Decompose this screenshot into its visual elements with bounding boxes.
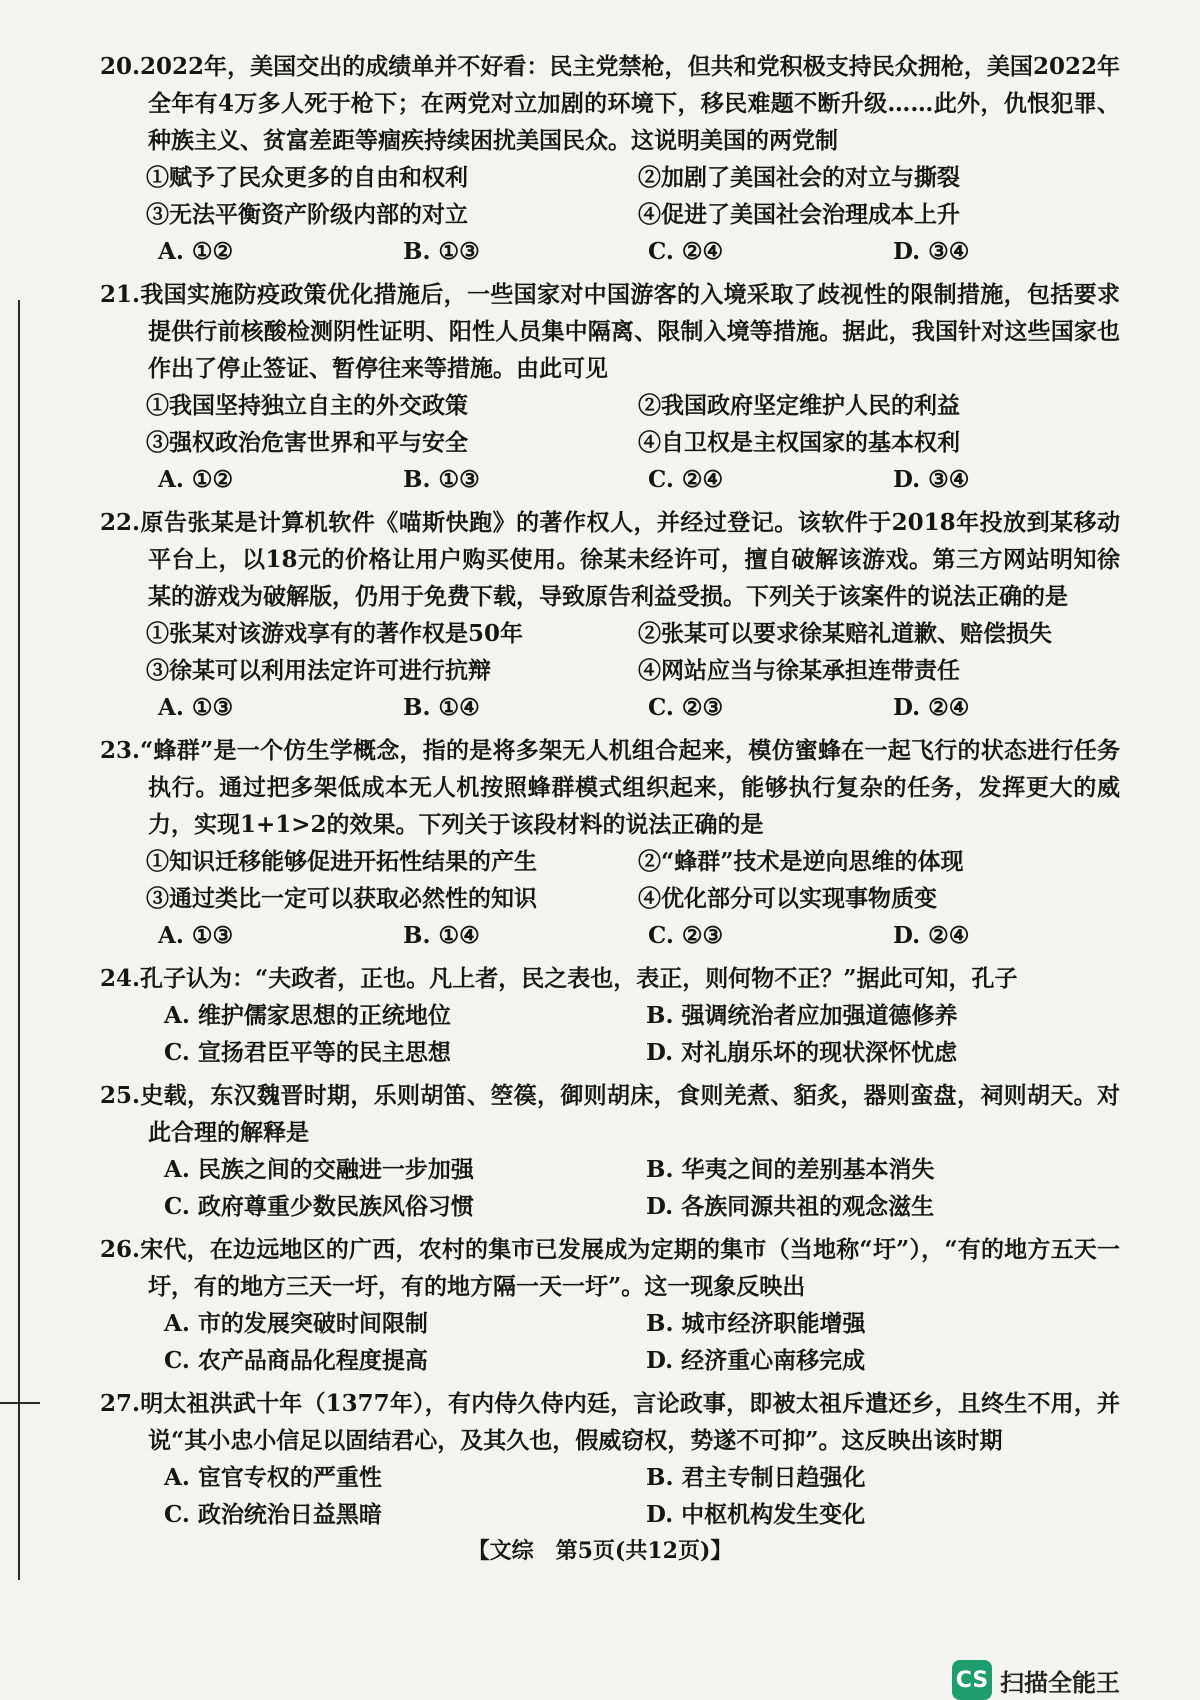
answer-choices <box>100 1305 1120 1379</box>
answer-choices <box>100 1151 1120 1225</box>
statement-options <box>100 159 1120 233</box>
choice-a: A. ①③ <box>158 694 234 721</box>
choice-c: C. ②③ <box>648 694 724 721</box>
choice-d: D. ②④ <box>893 922 970 949</box>
choice-b: B. 强调统治者应加强道德修养 <box>646 1002 958 1029</box>
choice-d: D. ③④ <box>893 466 970 493</box>
question-number: 24. <box>100 965 141 992</box>
scanner-watermark <box>952 1660 1120 1700</box>
question-stem: 宋代，在边远地区的广西，农村的集市已发展成为定期的集市（当地称“圩”），“有的地方五天一圩，有的地方三天一圩，有的地方隔一天一圩”。这一现象反映出 <box>140 1236 1120 1300</box>
choice-d: D. 对礼崩乐坏的现状深怀忧虑 <box>646 1039 958 1066</box>
answer-choices <box>100 233 1120 270</box>
question-number: 20. <box>100 53 141 80</box>
statement-1: ①赋予了民众更多的自由和权利 <box>146 164 468 191</box>
statement-4: ④促进了美国社会治理成本上升 <box>638 201 960 228</box>
choice-b: B. ①④ <box>403 922 480 949</box>
statement-3: ③徐某可以利用法定许可进行抗辩 <box>146 657 491 684</box>
question-number: 22. <box>100 509 141 536</box>
answer-choices <box>100 917 1120 954</box>
choice-b: B. ①④ <box>403 694 480 721</box>
statement-4: ④自卫权是主权国家的基本权利 <box>638 429 960 456</box>
question-23 <box>100 732 1120 954</box>
choice-d: D. ②④ <box>893 694 970 721</box>
choice-c: C. ②④ <box>648 238 724 265</box>
question-stem: 2022年，美国交出的成绩单并不好看：民主党禁枪，但共和党积极支持民众拥枪，美国2022年全年有4万多人死于枪下；在两党对立加剧的环境下，移民难题不断升级……此外，仇恨犯罪、种族主义、贫富差距等痼疾持续困扰美国民众。这说明美国的两党制 <box>140 53 1120 154</box>
statement-3: ③无法平衡资产阶级内部的对立 <box>146 201 468 228</box>
question-number: 26. <box>100 1236 141 1263</box>
watermark-text: 扫描全能王 <box>1000 1668 1120 1697</box>
question-list <box>100 48 1120 1539</box>
answer-choices <box>100 1459 1120 1533</box>
question-number: 21. <box>100 281 141 308</box>
choice-a: A. 市的发展突破时间限制 <box>164 1310 428 1337</box>
binding-line <box>18 300 20 1580</box>
question-number: 27. <box>100 1390 141 1417</box>
question-stem: “蜂群”是一个仿生学概念，指的是将多架无人机组合起来，模仿蜜蜂在一起飞行的状态进行任务执行。通过把多架低成本无人机按照蜂群模式组织起来，能够执行复杂的任务，发挥更大的威力，实现1+1>2的效果。下列关于该段材料的说法正确的是 <box>140 737 1120 838</box>
question-24 <box>100 960 1120 1071</box>
choice-b: B. 城市经济职能增强 <box>646 1310 866 1337</box>
statement-4: ④网站应当与徐某承担连带责任 <box>638 657 960 684</box>
statement-3: ③通过类比一定可以获取必然性的知识 <box>146 885 537 912</box>
statement-options <box>100 387 1120 461</box>
choice-b: B. 君主专制日趋强化 <box>646 1464 866 1491</box>
answer-choices <box>100 461 1120 498</box>
choice-a: A. ①③ <box>158 922 234 949</box>
question-25 <box>100 1077 1120 1225</box>
question-20 <box>100 48 1120 270</box>
question-22 <box>100 504 1120 726</box>
choice-c: C. 政府尊重少数民族风俗习惯 <box>164 1193 474 1220</box>
choice-c: C. 宣扬君臣平等的民主思想 <box>164 1039 451 1066</box>
question-27 <box>100 1385 1120 1533</box>
statement-4: ④优化部分可以实现事物质变 <box>638 885 937 912</box>
question-number: 23. <box>100 737 141 764</box>
choice-b: B. ①③ <box>403 466 480 493</box>
binding-tick <box>0 1402 40 1404</box>
statement-1: ①张某对该游戏享有的著作权是50年 <box>146 620 524 647</box>
statement-1: ①我国坚持独立自主的外交政策 <box>146 392 468 419</box>
choice-d: D. 中枢机构发生变化 <box>646 1501 866 1528</box>
choice-c: C. ②③ <box>648 922 724 949</box>
question-stem: 孔子认为：“夫政者，正也。凡上者，民之表也，表正，则何物不正？”据此可知，孔子 <box>140 965 1018 992</box>
question-stem: 我国实施防疫政策优化措施后，一些国家对中国游客的入境采取了歧视性的限制措施，包括要求提供行前核酸检测阴性证明、阳性人员集中隔离、限制入境等措施。据此，我国针对这些国家也作出了停止签证、暂停往来等措施。由此可见 <box>140 281 1120 382</box>
question-stem: 史载，东汉魏晋时期，乐则胡笛、箜篌，御则胡床，食则羌煮、貊炙，器则蛮盘，祠则胡天。对此合理的解释是 <box>140 1082 1120 1146</box>
question-number: 25. <box>100 1082 141 1109</box>
choice-a: A. 维护儒家思想的正统地位 <box>164 1002 451 1029</box>
choice-b: B. ①③ <box>403 238 480 265</box>
statement-3: ③强权政治危害世界和平与安全 <box>146 429 468 456</box>
choice-c: C. 农产品商品化程度提高 <box>164 1347 428 1374</box>
choice-d: D. ③④ <box>893 238 970 265</box>
question-stem: 原告张某是计算机软件《喵斯快跑》的著作权人，并经过登记。该软件于2018年投放到某移动平台上，以18元的价格让用户购买使用。徐某未经许可，擅自破解该游戏。第三方网站明知徐某的游戏为破解版，仍用于免费下载，导致原告利益受损。下列关于该案件的说法正确的是 <box>140 509 1120 610</box>
answer-choices <box>100 997 1120 1071</box>
statement-2: ②张某可以要求徐某赔礼道歉、赔偿损失 <box>638 620 1052 647</box>
choice-d: D. 经济重心南移完成 <box>646 1347 866 1374</box>
page-footer: 【文综 第5页(共12页)】 <box>467 1538 733 1564</box>
choice-a: A. ①② <box>158 466 234 493</box>
camscanner-logo-icon: CS <box>952 1660 992 1700</box>
choice-a: A. ①② <box>158 238 234 265</box>
choice-a: A. 宦官专权的严重性 <box>164 1464 382 1491</box>
choice-c: C. 政治统治日益黑暗 <box>164 1501 382 1528</box>
statement-2: ②我国政府坚定维护人民的利益 <box>638 392 960 419</box>
question-stem: 明太祖洪武十年（1377年），有内侍久侍内廷，言论政事，即被太祖斥遣还乡，且终生不用，并说“其小忠小信足以固结君心，及其久也，假威窃权，势遂不可抑”。这反映出该时期 <box>140 1390 1120 1454</box>
question-26 <box>100 1231 1120 1379</box>
statement-1: ①知识迁移能够促进开拓性结果的产生 <box>146 848 537 875</box>
choice-d: D. 各族同源共祖的观念滋生 <box>646 1193 935 1220</box>
statement-2: ②“蜂群”技术是逆向思维的体现 <box>638 848 964 875</box>
choice-b: B. 华夷之间的差别基本消失 <box>646 1156 935 1183</box>
statement-2: ②加剧了美国社会的对立与撕裂 <box>638 164 960 191</box>
choice-c: C. ②④ <box>648 466 724 493</box>
choice-a: A. 民族之间的交融进一步加强 <box>164 1156 474 1183</box>
question-21 <box>100 276 1120 498</box>
statement-options <box>100 615 1120 689</box>
answer-choices <box>100 689 1120 726</box>
statement-options <box>100 843 1120 917</box>
